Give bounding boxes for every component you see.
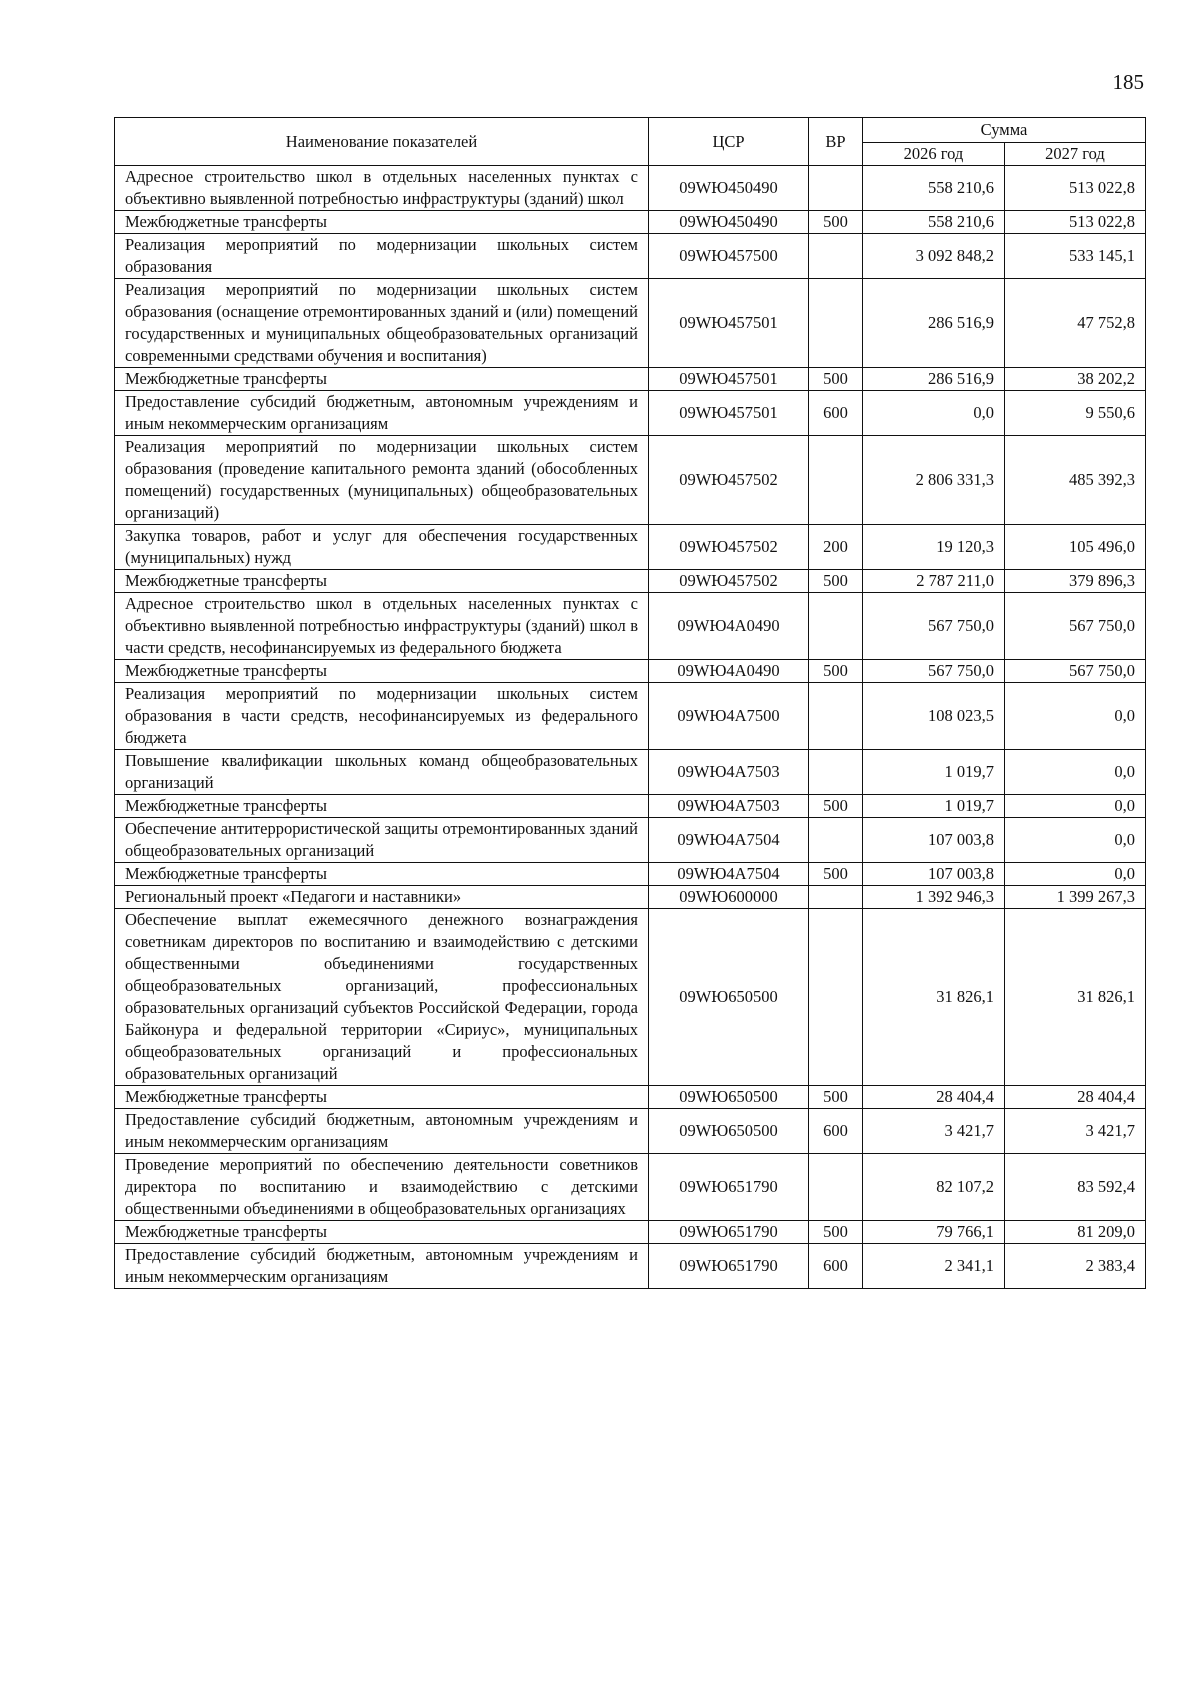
table-row: [115, 1221, 1146, 1244]
indicator-name-cell: Реализация мероприятий по модернизации школьных систем образования: [115, 234, 649, 279]
amount-2026-cell: 1 019,7: [863, 750, 1005, 795]
amount-2027-cell: 1 399 267,3: [1005, 886, 1146, 909]
indicator-name-cell: Межбюджетные трансферты: [115, 368, 649, 391]
amount-2027-cell: 47 752,8: [1005, 279, 1146, 368]
csr-code-cell: 09WЮ4A7503: [649, 795, 809, 818]
amount-2027-cell: 2 383,4: [1005, 1244, 1146, 1289]
vr-code-cell: [809, 234, 863, 279]
amount-2026-cell: 567 750,0: [863, 593, 1005, 660]
vr-code-cell: [809, 436, 863, 525]
amount-2027-cell: 0,0: [1005, 683, 1146, 750]
header-csr: ЦСР: [649, 118, 809, 166]
amount-2027-cell: 9 550,6: [1005, 391, 1146, 436]
amount-2027-cell: 3 421,7: [1005, 1109, 1146, 1154]
csr-code-cell: 09WЮ457501: [649, 368, 809, 391]
table-row: [115, 886, 1146, 909]
amount-2027-cell: 567 750,0: [1005, 593, 1146, 660]
vr-code-cell: 500: [809, 863, 863, 886]
amount-2027-cell: 513 022,8: [1005, 211, 1146, 234]
csr-code-cell: 09WЮ4A7504: [649, 863, 809, 886]
vr-code-cell: 500: [809, 211, 863, 234]
amount-2027-cell: 0,0: [1005, 750, 1146, 795]
csr-code-cell: 09WЮ457502: [649, 525, 809, 570]
header-vr: ВР: [809, 118, 863, 166]
csr-code-cell: 09WЮ457502: [649, 436, 809, 525]
vr-code-cell: 600: [809, 391, 863, 436]
amount-2026-cell: 19 120,3: [863, 525, 1005, 570]
indicator-name-cell: Обеспечение выплат ежемесячного денежного вознаграждения советникам директоров по воспитанию и взаимодействию с детскими общественными объединениями государственных общеобразовательных организаций, профессиональных образовательных организаций субъектов Российской Федерации, города Байконура и федеральной территории «Сириус», муниципальных общеобразовательных организаций и профессиональных образовательных организаций: [115, 909, 649, 1086]
vr-code-cell: 600: [809, 1109, 863, 1154]
amount-2027-cell: 533 145,1: [1005, 234, 1146, 279]
csr-code-cell: 09WЮ651790: [649, 1154, 809, 1221]
vr-code-cell: 500: [809, 1086, 863, 1109]
vr-code-cell: 500: [809, 570, 863, 593]
csr-code-cell: 09WЮ4A0490: [649, 593, 809, 660]
indicator-name-cell: Адресное строительство школ в отдельных населенных пунктах с объективно выявленной потребностью инфраструктуры (зданий) школ: [115, 166, 649, 211]
csr-code-cell: 09WЮ4A0490: [649, 660, 809, 683]
table-row: [115, 909, 1146, 1086]
indicator-name-cell: Межбюджетные трансферты: [115, 1221, 649, 1244]
vr-code-cell: [809, 1154, 863, 1221]
vr-code-cell: [809, 683, 863, 750]
table-row: [115, 863, 1146, 886]
amount-2027-cell: 38 202,2: [1005, 368, 1146, 391]
indicator-name-cell: Проведение мероприятий по обеспечению деятельности советников директора по воспитанию и взаимодействию с детскими общественными объединениями в общеобразовательных организациях: [115, 1154, 649, 1221]
indicator-name-cell: Обеспечение антитеррористической защиты отремонтированных зданий общеобразовательных организаций: [115, 818, 649, 863]
indicator-name-cell: Межбюджетные трансферты: [115, 570, 649, 593]
amount-2027-cell: 28 404,4: [1005, 1086, 1146, 1109]
amount-2026-cell: 558 210,6: [863, 166, 1005, 211]
vr-code-cell: 500: [809, 795, 863, 818]
csr-code-cell: 09WЮ650500: [649, 1086, 809, 1109]
indicator-name-cell: Закупка товаров, работ и услуг для обеспечения государственных (муниципальных) нужд: [115, 525, 649, 570]
indicator-name-cell: Межбюджетные трансферты: [115, 863, 649, 886]
csr-code-cell: 09WЮ650500: [649, 909, 809, 1086]
header-year-2026: 2026 год: [863, 143, 1005, 166]
vr-code-cell: 500: [809, 368, 863, 391]
indicator-name-cell: Повышение квалификации школьных команд общеобразовательных организаций: [115, 750, 649, 795]
csr-code-cell: 09WЮ457501: [649, 391, 809, 436]
amount-2026-cell: 3 092 848,2: [863, 234, 1005, 279]
indicator-name-cell: Межбюджетные трансферты: [115, 660, 649, 683]
amount-2026-cell: 286 516,9: [863, 368, 1005, 391]
header-year-2027: 2027 год: [1005, 143, 1146, 166]
table-row: [115, 1086, 1146, 1109]
amount-2026-cell: 286 516,9: [863, 279, 1005, 368]
amount-2026-cell: 567 750,0: [863, 660, 1005, 683]
header-name: Наименование показателей: [115, 118, 649, 166]
indicator-name-cell: Реализация мероприятий по модернизации школьных систем образования в части средств, несофинансируемых из федерального бюджета: [115, 683, 649, 750]
table-row: [115, 279, 1146, 368]
vr-code-cell: [809, 886, 863, 909]
budget-table: [114, 117, 1146, 1289]
table-row: [115, 750, 1146, 795]
amount-2027-cell: 0,0: [1005, 795, 1146, 818]
csr-code-cell: 09WЮ4A7504: [649, 818, 809, 863]
table-row: [115, 166, 1146, 211]
vr-code-cell: [809, 593, 863, 660]
amount-2026-cell: 3 421,7: [863, 1109, 1005, 1154]
table-body: [115, 166, 1146, 1289]
amount-2026-cell: 0,0: [863, 391, 1005, 436]
table-row: [115, 570, 1146, 593]
amount-2027-cell: 81 209,0: [1005, 1221, 1146, 1244]
table-row: [115, 211, 1146, 234]
indicator-name-cell: Адресное строительство школ в отдельных населенных пунктах с объективно выявленной потребностью инфраструктуры (зданий) школ в части средств, несофинансируемых из федерального бюджета: [115, 593, 649, 660]
vr-code-cell: 200: [809, 525, 863, 570]
vr-code-cell: [809, 279, 863, 368]
table-row: [115, 391, 1146, 436]
table-row: [115, 683, 1146, 750]
table-row: [115, 436, 1146, 525]
vr-code-cell: [809, 818, 863, 863]
vr-code-cell: [809, 166, 863, 211]
vr-code-cell: [809, 909, 863, 1086]
amount-2026-cell: 2 787 211,0: [863, 570, 1005, 593]
amount-2026-cell: 2 806 331,3: [863, 436, 1005, 525]
indicator-name-cell: Предоставление субсидий бюджетным, автономным учреждениям и иным некоммерческим организациям: [115, 1244, 649, 1289]
amount-2026-cell: 107 003,8: [863, 863, 1005, 886]
amount-2026-cell: 558 210,6: [863, 211, 1005, 234]
csr-code-cell: 09WЮ650500: [649, 1109, 809, 1154]
amount-2026-cell: 1 392 946,3: [863, 886, 1005, 909]
amount-2026-cell: 28 404,4: [863, 1086, 1005, 1109]
amount-2026-cell: 107 003,8: [863, 818, 1005, 863]
table-row: [115, 593, 1146, 660]
vr-code-cell: [809, 750, 863, 795]
amount-2027-cell: 485 392,3: [1005, 436, 1146, 525]
csr-code-cell: 09WЮ600000: [649, 886, 809, 909]
csr-code-cell: 09WЮ4A7500: [649, 683, 809, 750]
header-sum: Сумма: [863, 118, 1146, 143]
csr-code-cell: 09WЮ651790: [649, 1221, 809, 1244]
amount-2027-cell: 567 750,0: [1005, 660, 1146, 683]
csr-code-cell: 09WЮ4A7503: [649, 750, 809, 795]
csr-code-cell: 09WЮ450490: [649, 166, 809, 211]
amount-2027-cell: 105 496,0: [1005, 525, 1146, 570]
amount-2027-cell: 83 592,4: [1005, 1154, 1146, 1221]
table-row: [115, 818, 1146, 863]
amount-2027-cell: 379 896,3: [1005, 570, 1146, 593]
indicator-name-cell: Реализация мероприятий по модернизации школьных систем образования (проведение капитального ремонта зданий (обособленных помещений) государственных (муниципальных) общеобразовательных организаций): [115, 436, 649, 525]
indicator-name-cell: Реализация мероприятий по модернизации школьных систем образования (оснащение отремонтированных зданий и (или) помещений государственных и муниципальных общеобразовательных организаций современными средствами обучения и воспитания): [115, 279, 649, 368]
amount-2026-cell: 31 826,1: [863, 909, 1005, 1086]
vr-code-cell: 600: [809, 1244, 863, 1289]
table-row: [115, 368, 1146, 391]
indicator-name-cell: Межбюджетные трансферты: [115, 795, 649, 818]
table-row: [115, 525, 1146, 570]
csr-code-cell: 09WЮ450490: [649, 211, 809, 234]
page-number: 185: [1112, 70, 1144, 94]
amount-2027-cell: 0,0: [1005, 818, 1146, 863]
amount-2026-cell: 108 023,5: [863, 683, 1005, 750]
vr-code-cell: 500: [809, 1221, 863, 1244]
indicator-name-cell: Предоставление субсидий бюджетным, автономным учреждениям и иным некоммерческим организациям: [115, 391, 649, 436]
csr-code-cell: 09WЮ457500: [649, 234, 809, 279]
table-row: [115, 1109, 1146, 1154]
amount-2026-cell: 1 019,7: [863, 795, 1005, 818]
table-row: [115, 1244, 1146, 1289]
indicator-name-cell: Межбюджетные трансферты: [115, 1086, 649, 1109]
table-row: [115, 1154, 1146, 1221]
indicator-name-cell: Региональный проект «Педагоги и наставники»: [115, 886, 649, 909]
csr-code-cell: 09WЮ457502: [649, 570, 809, 593]
csr-code-cell: 09WЮ651790: [649, 1244, 809, 1289]
amount-2026-cell: 79 766,1: [863, 1221, 1005, 1244]
amount-2027-cell: 0,0: [1005, 863, 1146, 886]
vr-code-cell: 500: [809, 660, 863, 683]
csr-code-cell: 09WЮ457501: [649, 279, 809, 368]
table-row: [115, 660, 1146, 683]
amount-2026-cell: 82 107,2: [863, 1154, 1005, 1221]
table-row: [115, 234, 1146, 279]
amount-2027-cell: 513 022,8: [1005, 166, 1146, 211]
indicator-name-cell: Межбюджетные трансферты: [115, 211, 649, 234]
amount-2026-cell: 2 341,1: [863, 1244, 1005, 1289]
amount-2027-cell: 31 826,1: [1005, 909, 1146, 1086]
table-row: [115, 795, 1146, 818]
indicator-name-cell: Предоставление субсидий бюджетным, автономным учреждениям и иным некоммерческим организациям: [115, 1109, 649, 1154]
